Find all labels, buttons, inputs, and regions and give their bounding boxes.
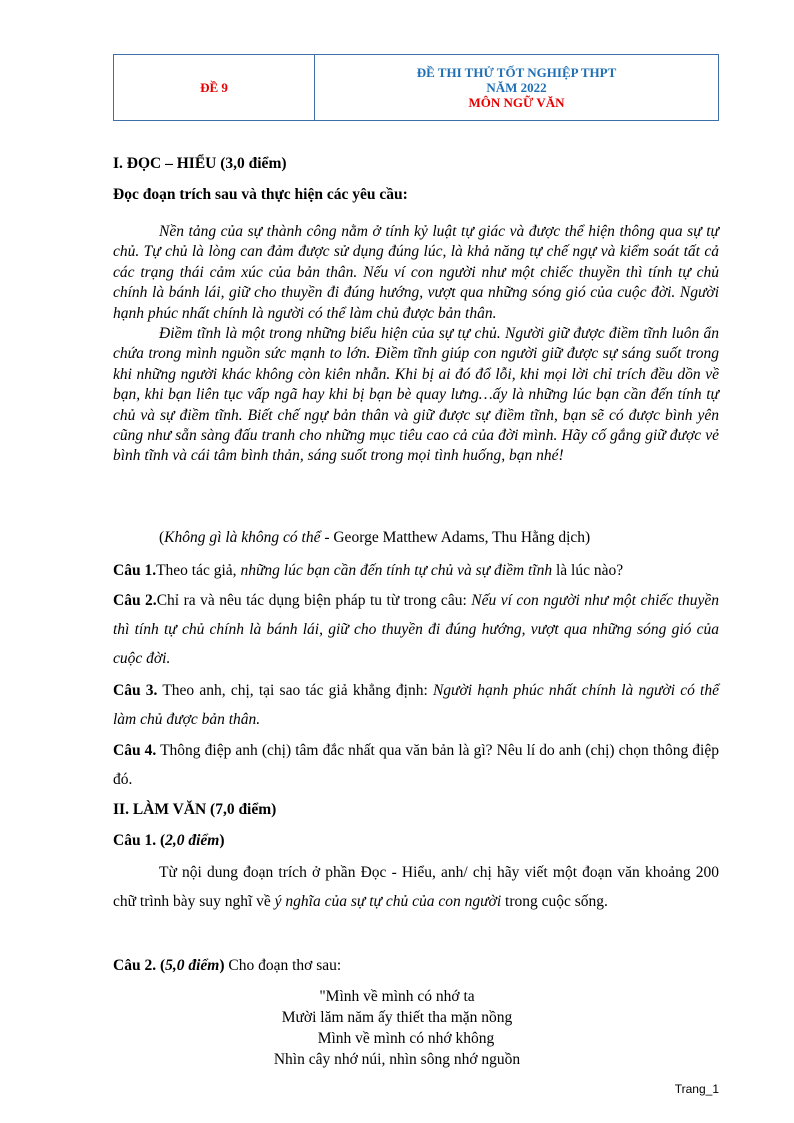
question-2: Câu 2.Chỉ ra và nêu tác dụng biện pháp tu từ trong câu: Nếu ví con người như một chiếc thuyền thì tính tự chủ chính là bánh lái, giữ cho thuyền đi đúng hướng, vượt qua những sóng gió của cuộc đời. (113, 592, 719, 667)
section1-heading: I. ĐỌC – HIỂU (3,0 điểm) (113, 155, 287, 172)
essay-question-2-heading: Câu 2. (5,0 điểm) Cho đoạn thơ sau: (113, 957, 342, 974)
passage-paragraph-2: Điềm tĩnh là một trong những biểu hiện của sự tự chủ. Người giữ được điềm tĩnh luôn ẩn chứa trong mình nguồn sức mạnh to lớn. Điềm tĩnh giúp con người giữ được sự sáng suốt trong khi những người khác không còn kiên nhẫn. Khi bị ai đó đổ lỗi, khi mọi lời chỉ trích đều dồn về bạn, khi bạn liên tục vấp ngã hay khi bị bạn bè quay lưng…ấy là những lúc bạn cần đến tính tự chủ và sự điềm tĩnh. Biết chế ngự bản thân và giữ được sự điềm tĩnh, bạn sẽ có được bình yên cũng như sẵn sàng đấu tranh cho những mục tiêu cao cả của đời mình. Hãy cố gắng giữ được vẻ bình tĩnh và cái tâm bình thản, sáng suốt trong mọi tình huống, bạn nhé! (113, 325, 719, 465)
poem-line: Mình về mình có nhớ không (317, 1030, 495, 1047)
poem-line: "Mình về mình có nhớ ta (319, 988, 475, 1005)
question-1: Câu 1.Theo tác giả, những lúc bạn cần đến tính tự chủ và sự điềm tĩnh là lúc nào? (113, 562, 624, 579)
poem-excerpt (0, 986, 794, 1070)
page-number: Trang_1 (674, 1082, 719, 1096)
exam-header-table (113, 54, 719, 121)
question-4-label: Câu 4. (113, 742, 157, 759)
question-2-label: Câu 2. (113, 592, 157, 609)
question-4: Câu 4. Thông điệp anh (chị) tâm đắc nhất qua văn bản là gì? Nêu lí do anh (chị) chọn thông điệp đó. (113, 742, 719, 788)
essay-question-1-text: Từ nội dung đoạn trích ở phần Đọc - Hiểu, anh/ chị hãy viết một đoạn văn khoảng 200 chữ trình bày suy nghĩ về ý nghĩa của sự tự chủ của con người trong cuộc sống. (113, 864, 719, 910)
exam-title-line2: NĂM 2022 (486, 80, 547, 95)
question-1-label: Câu 1. (113, 562, 157, 579)
exam-code: ĐỀ 9 (200, 79, 228, 95)
question-3-label: Câu 3. (113, 682, 158, 699)
section2-heading: II. LÀM VĂN (7,0 điểm) (113, 801, 277, 818)
exam-title-line3: MÔN NGỮ VĂN (468, 95, 565, 110)
poem-line: Mười lăm năm ấy thiết tha mặn nồng (281, 1009, 513, 1026)
exam-code-cell (114, 55, 315, 120)
exam-title-cell (315, 55, 718, 120)
passage-source: (Không gì là không có thể - George Matthew Adams, Thu Hằng dịch) (159, 529, 591, 546)
reading-instruction: Đọc đoạn trích sau và thực hiện các yêu cầu: (113, 186, 408, 203)
exam-title-line1: ĐỀ THI THỬ TỐT NGHIỆP THPT (416, 65, 617, 80)
poem-line: Nhìn cây nhớ núi, nhìn sông nhớ nguồn (273, 1051, 521, 1068)
essay-question-1-heading: Câu 1. (2,0 điểm) (113, 832, 225, 849)
question-3: Câu 3. Theo anh, chị, tại sao tác giả khẳng định: Người hạnh phúc nhất chính là người có thể làm chủ được bản thân. (113, 682, 719, 728)
reading-passage (113, 222, 719, 467)
passage-paragraph-1: Nền tảng của sự thành công nằm ở tính kỷ luật tự giác và được thể hiện thông qua sự tự chủ. Tự chủ là lòng can đảm được sử dụng đúng lúc, là khả năng tự chế ngự và kiểm soát tất cả các trạng thái cảm xúc của bản thân. Nếu ví con người như một chiếc thuyền thì tính tự chủ chính là bánh lái, giữ cho thuyền đi đúng hướng, vượt qua những sóng gió của cuộc đời. Người hạnh phúc nhất chính là người có thể làm chủ được bản thân. (113, 223, 719, 322)
source-title: Không gì là không có thể (164, 529, 321, 546)
